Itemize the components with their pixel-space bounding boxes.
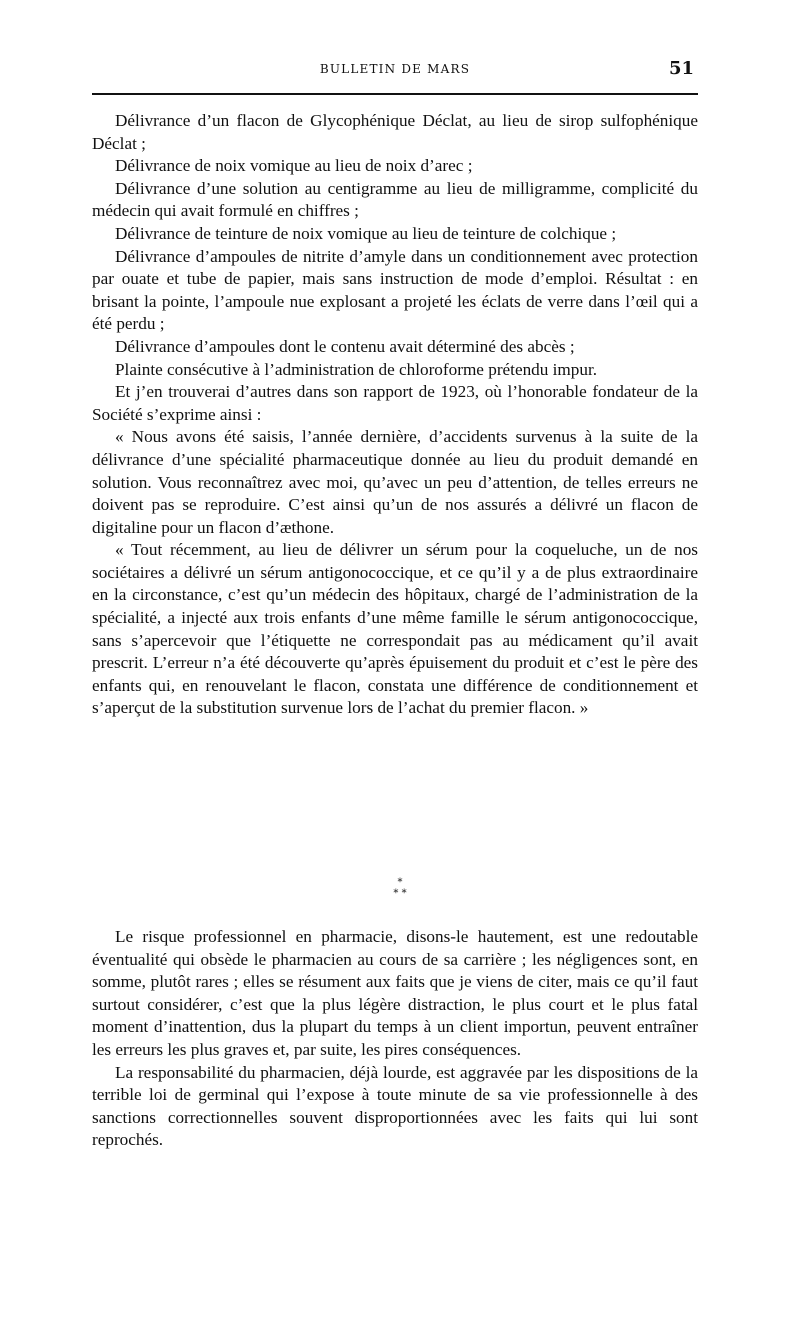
paragraph: Délivrance de teinture de noix vomique au lieu de teinture de colchique ; xyxy=(115,223,617,243)
paragraph: Délivrance de noix vomique au lieu de noix d’arec ; xyxy=(115,156,473,176)
asterism-bottom: * * xyxy=(393,888,407,899)
running-head: BULLETIN DE MARS xyxy=(319,62,471,76)
paragraph: La responsabilité du pharmacien, déjà lourde, est aggravée par les dispositions de la terrible loi de germinal qui l’expose à toute minute de sa vie professionnelle à des sanctions correctionnelles souvent disproportionnées avec les faits qui lui sont reprochés. xyxy=(92,1062,698,1150)
paragraph: Plainte consécutive à l’administration de chloroforme prétendu impur. xyxy=(115,359,598,379)
page-number: 51 xyxy=(668,58,694,79)
paragraph: Délivrance d’une solution au centigramme au lieu de milligramme, complicité du médecin qui avait formulé en chiffres ; xyxy=(92,178,698,221)
quote-paragraph: « Nous avons été saisis, l’année dernière, d’accidents survenus à la suite de la délivrance d’une spécialité pharmaceutique donnée au lieu du produit demandé en solution. Vous reconnaîtrez avec moi, qu’avec un peu d’attention, de telles erreurs ne doivent pas se reproduire. C’est ainsi qu’un de nos assurés a délivré un flacon de digitaline pour un flacon d’æthone. xyxy=(92,427,698,537)
paragraph: Et j’en trouverai d’autres dans son rapport de 1923, où l’honorable fondateur de la Société s’exprime ainsi : xyxy=(92,382,698,424)
asterism-top: * xyxy=(397,877,403,888)
paragraph: Délivrance d’un flacon de Glycophénique Déclat, au lieu de sirop sulfophénique Déclat ; xyxy=(92,111,698,153)
section-separator xyxy=(0,877,800,899)
paragraph: Le risque professionnel en pharmacie, disons-le hautement, est une redoutable éventualité qui obsède le pharmacien au cours de sa carrière ; les négligences sont, en somme, plutôt rares ; elles se résument aux faits que je viens de citer, mais ce qu’il faut surtout considérer, c’est que la plus légère distraction, le plus court et le plus fatal moment d’inattention, dus la plupart du temps à un client importun, peuvent entraîner les erreurs les plus graves et, par suite, les pires conséquences. xyxy=(92,927,698,1059)
text-block-top xyxy=(92,110,698,720)
text-block-bottom xyxy=(92,926,698,1152)
paragraph: Délivrance d’ampoules de nitrite d’amyle dans un conditionnement avec protection par ouate et tube de papier, mais sans instruction de mode d’emploi. Résultat : en brisant la pointe, l’ampoule nue explosant a projeté les éclats de verre dans l’œil qui a été perdu ; xyxy=(92,246,698,334)
page-header xyxy=(92,58,698,88)
quote-paragraph: « Tout récemment, au lieu de délivrer un sérum pour la coqueluche, un de nos sociétaires a délivré un sérum antigonococcique, et ce qu’il y a de plus extraordinaire en la circonstance, c’est qu’un médecin des hôpitaux, chargé de l’administration de la spécialité, a injecté aux trois enfants d’une même famille le sérum antigonococcique, sans s’apercevoir que l’étiquette ne correspondait pas au médicament qu’il avait prescrit. L’erreur n’a été découverte qu’après épuisement du produit et c’est le père des enfants qui, en renouvelant le flacon, constata une différence de conditionnement et s’aperçut de la substitution survenue lors de l’achat du premier flacon. » xyxy=(92,540,698,718)
paragraph: Délivrance d’ampoules dont le contenu avait déterminé des abcès ; xyxy=(115,336,575,356)
header-rule xyxy=(92,93,698,95)
